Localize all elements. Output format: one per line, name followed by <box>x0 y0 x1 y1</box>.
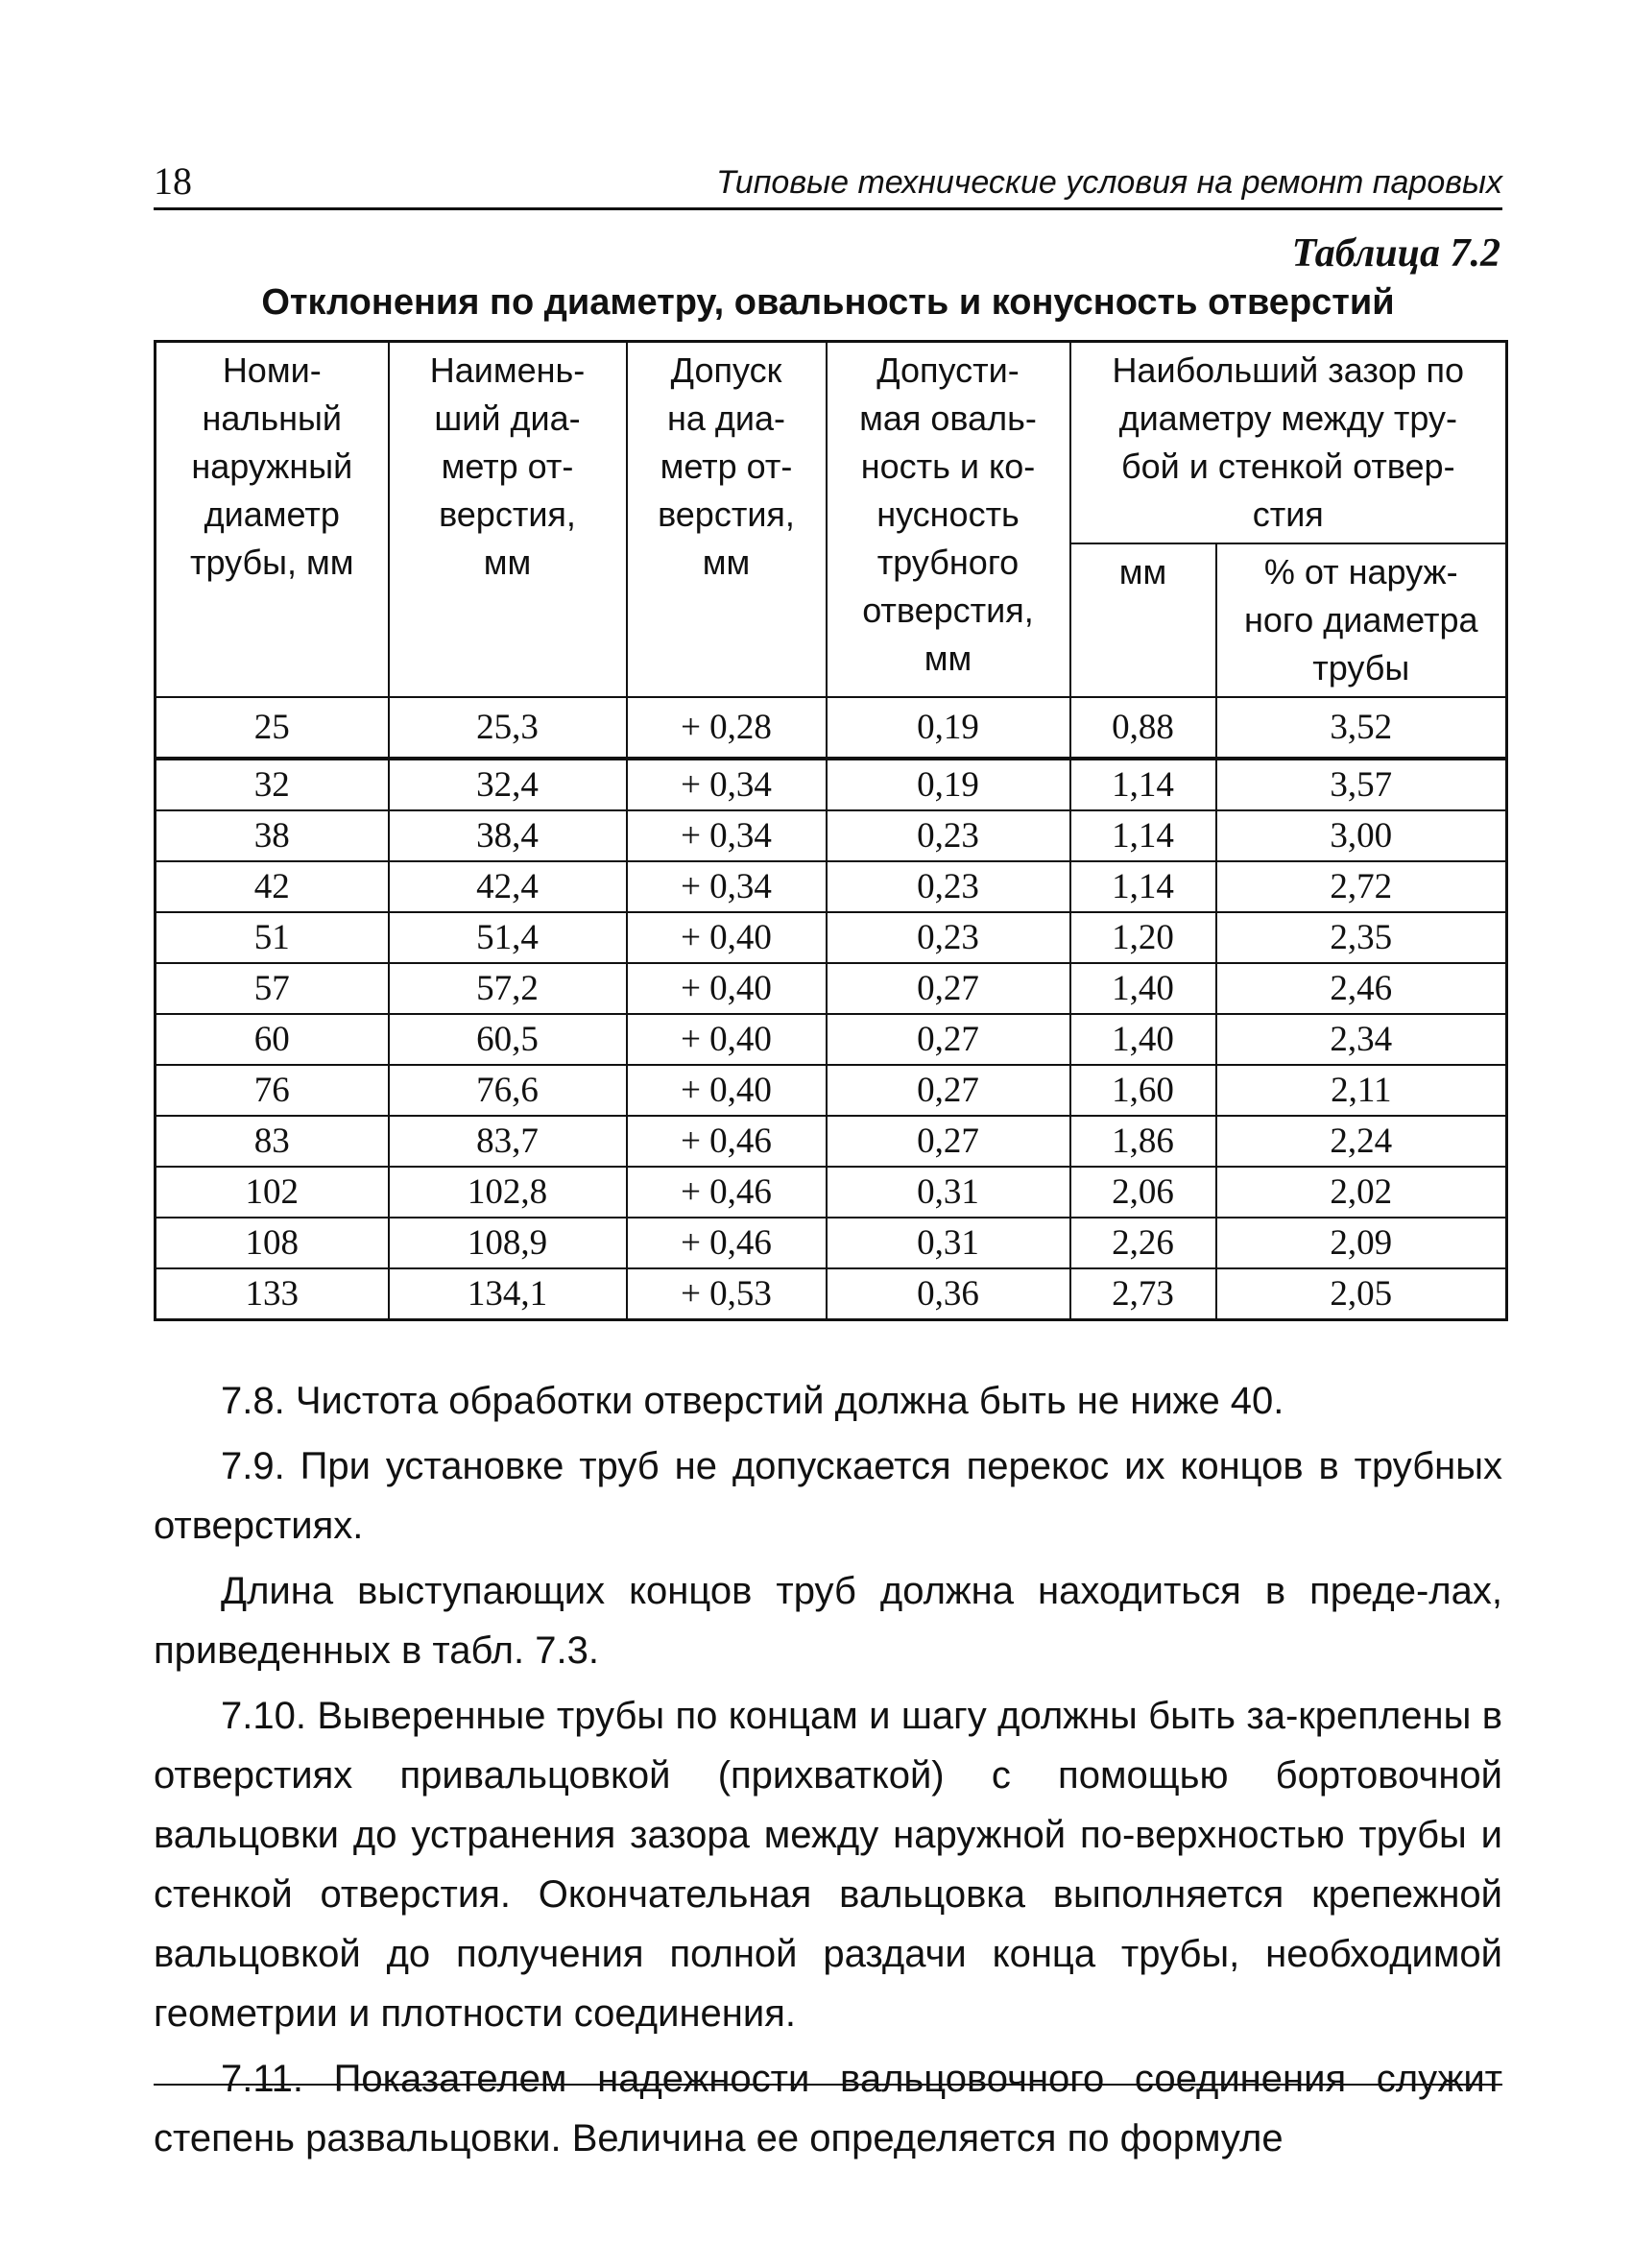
table-cell: 3,57 <box>1216 759 1507 810</box>
table-row <box>156 697 1507 759</box>
table-row <box>156 1014 1507 1065</box>
table-cell: + 0,53 <box>627 1268 827 1320</box>
table-cell: 76,6 <box>389 1065 627 1116</box>
table-cell: 0,23 <box>827 861 1070 912</box>
table-cell: 76 <box>156 1065 389 1116</box>
table-cell: 25 <box>156 697 389 759</box>
table-cell: 32,4 <box>389 759 627 810</box>
table-cell: 2,34 <box>1216 1014 1507 1065</box>
table-cell: 2,05 <box>1216 1268 1507 1320</box>
table-cell: 1,40 <box>1070 963 1216 1014</box>
table-cell: 0,23 <box>827 912 1070 963</box>
table-cell: 0,27 <box>827 963 1070 1014</box>
table-cell: 51,4 <box>389 912 627 963</box>
table-cell: 1,40 <box>1070 1014 1216 1065</box>
table-cell: 2,02 <box>1216 1167 1507 1218</box>
table-cell: 0,27 <box>827 1116 1070 1167</box>
table-cell: + 0,40 <box>627 1065 827 1116</box>
table-cell: + 0,34 <box>627 861 827 912</box>
table-cell: 0,31 <box>827 1218 1070 1268</box>
table-cell: 0,27 <box>827 1014 1070 1065</box>
table-cell: 2,72 <box>1216 861 1507 912</box>
footer-rule <box>154 2084 1502 2086</box>
table-body <box>156 697 1507 1320</box>
table-cell: 102 <box>156 1167 389 1218</box>
table-cell: 25,3 <box>389 697 627 759</box>
table-cell: 1,20 <box>1070 912 1216 963</box>
paragraph: 7.11. Показателем надежности вальцовочного соединения служит степень развальцовки. Величина ее определяется по формуле <box>154 2058 1502 2159</box>
table-cell: 1,14 <box>1070 810 1216 861</box>
table-cell: 133 <box>156 1268 389 1320</box>
table-cell: 0,23 <box>827 810 1070 861</box>
header-tolerance: Допуск на диа- метр от- верстия, мм <box>627 342 827 698</box>
table-cell: + 0,46 <box>627 1167 827 1218</box>
table-cell: 60,5 <box>389 1014 627 1065</box>
table-cell: 2,06 <box>1070 1167 1216 1218</box>
header-gap-mm: мм <box>1070 543 1216 697</box>
table-row <box>156 963 1507 1014</box>
table-cell: + 0,28 <box>627 697 827 759</box>
table-cell: 1,14 <box>1070 861 1216 912</box>
table-cell: 0,88 <box>1070 697 1216 759</box>
page-header <box>154 154 1502 210</box>
table-cell: 2,26 <box>1070 1218 1216 1268</box>
table-cell: 2,11 <box>1216 1065 1507 1116</box>
table-cell: 57 <box>156 963 389 1014</box>
header-max-gap: Наибольший зазор по диаметру между тру- бой и стенкой отвер- стия <box>1070 342 1507 544</box>
table-cell: 83,7 <box>389 1116 627 1167</box>
table-cell: 2,35 <box>1216 912 1507 963</box>
table-row <box>156 861 1507 912</box>
paragraph: 7.10. Выверенные трубы по концам и шагу должны быть за-креплены в отверстиях привальцовкой (прихваткой) с помощью бортовочной вальцовки до устранения зазора между наружной по-верхностью трубы и стенкой отверстия. Окончательная вальцовка выполняется крепежной вальцовкой до получения полной раздачи конца трубы, необходимой геометрии и плотности соединения. <box>154 1695 1502 2035</box>
table-cell: 57,2 <box>389 963 627 1014</box>
table-cell: 42 <box>156 861 389 912</box>
table-cell: 1,86 <box>1070 1116 1216 1167</box>
table-cell: 42,4 <box>389 861 627 912</box>
table-cell: + 0,34 <box>627 759 827 810</box>
table-cell: + 0,46 <box>627 1218 827 1268</box>
table-cell: + 0,34 <box>627 810 827 861</box>
table-cell: 108,9 <box>389 1218 627 1268</box>
table-row <box>156 1218 1507 1268</box>
table-cell: 38 <box>156 810 389 861</box>
table-row <box>156 1167 1507 1218</box>
table-cell: 32 <box>156 759 389 810</box>
table-cell: 0,31 <box>827 1167 1070 1218</box>
paragraph: 7.8. Чистота обработки отверстий должна быть не ниже 40. <box>221 1380 1284 1422</box>
table-cell: + 0,40 <box>627 1014 827 1065</box>
table-row <box>156 810 1507 861</box>
table-cell: + 0,40 <box>627 963 827 1014</box>
running-title: Типовые технические условия на ремонт паровых <box>716 164 1502 201</box>
table-cell: + 0,46 <box>627 1116 827 1167</box>
table-cell: 0,36 <box>827 1268 1070 1320</box>
page-number: 18 <box>154 159 192 203</box>
header-gap-percent: % от наруж- ного диаметра трубы <box>1216 543 1507 697</box>
table-row <box>156 759 1507 810</box>
table-cell: 83 <box>156 1116 389 1167</box>
table-cell: 102,8 <box>389 1167 627 1218</box>
table-row <box>156 1268 1507 1320</box>
table-row <box>156 1065 1507 1116</box>
header-min-diameter: Наимень- ший диа- метр от- верстия, мм <box>389 342 627 698</box>
table-cell: 108 <box>156 1218 389 1268</box>
body-text <box>154 1371 1502 2174</box>
table-cell: 0,19 <box>827 697 1070 759</box>
table-cell: 3,52 <box>1216 697 1507 759</box>
header-ovality: Допусти- мая оваль- ность и ко- нусность трубного отверстия, мм <box>827 342 1070 698</box>
table-cell: 38,4 <box>389 810 627 861</box>
table-cell: 3,00 <box>1216 810 1507 861</box>
table-label: Таблица 7.2 <box>1291 231 1500 276</box>
table-caption: Отклонения по диаметру, овальность и конусность отверстий <box>261 282 1395 323</box>
table-row <box>156 1116 1507 1167</box>
table-cell: 1,60 <box>1070 1065 1216 1116</box>
table-cell: 0,27 <box>827 1065 1070 1116</box>
table-cell: + 0,40 <box>627 912 827 963</box>
table-cell: 60 <box>156 1014 389 1065</box>
table-cell: 0,19 <box>827 759 1070 810</box>
table-cell: 2,46 <box>1216 963 1507 1014</box>
paragraph: 7.9. При установке труб не допускается перекос их концов в трубных отверстиях. <box>154 1445 1502 1547</box>
table-cell: 1,14 <box>1070 759 1216 810</box>
header-nominal-diameter: Номи- нальный наружный диаметр трубы, мм <box>156 342 389 698</box>
tolerance-table <box>154 340 1508 1321</box>
table-cell: 134,1 <box>389 1268 627 1320</box>
table-cell: 51 <box>156 912 389 963</box>
table-cell: 2,73 <box>1070 1268 1216 1320</box>
table-cell: 2,24 <box>1216 1116 1507 1167</box>
paragraph: Длина выступающих концов труб должна находиться в преде-лах, приведенных в табл. 7.3. <box>154 1570 1502 1672</box>
table-cell: 2,09 <box>1216 1218 1507 1268</box>
table-row <box>156 912 1507 963</box>
